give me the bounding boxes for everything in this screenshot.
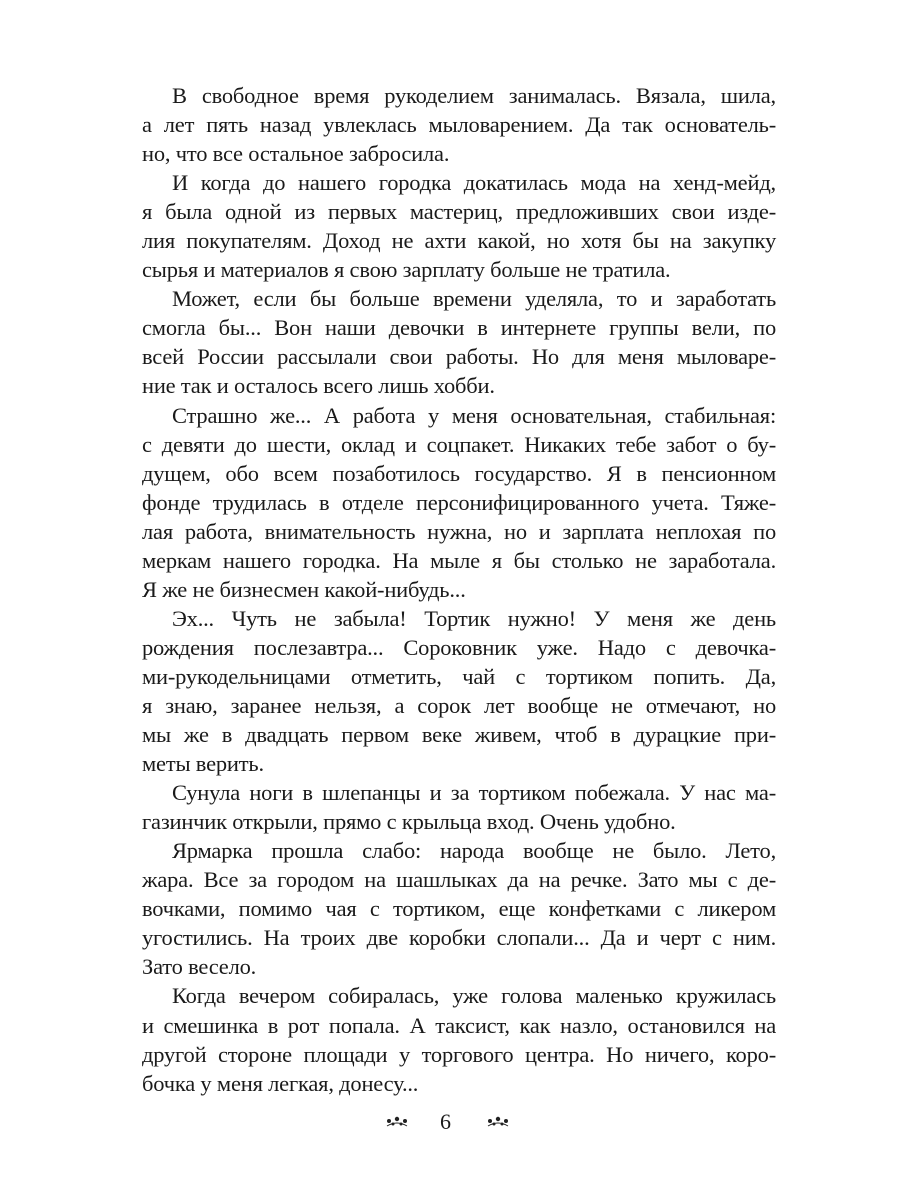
paragraph [142,604,776,778]
paragraph [142,836,776,981]
text-line: Сунула ноги в шлепанцы и за тортиком побежала. У нас ма- [172,780,776,806]
page-number: 6 [440,1109,451,1134]
text-line: а лет пять назад увлеклась мыловарением. Да так основатель- [142,112,776,138]
text-line: В свободное время рукоделием занималась. Вязала, шила, [172,83,776,108]
text-line: угостились. На троих две коробки слопали... Да и черт с ним. [142,925,776,951]
text-line: смогла бы... Вон наши девочки в интернете группы вели, по [142,315,776,341]
text-line: Эх... Чуть не забыла! Тортик нужно! У меня же день [172,605,776,631]
text-line: лая работа, внимательность нужна, но и зарплата неплохая по [142,518,776,544]
text-line: бочка у меня легкая, донесу... [142,1070,419,1096]
text-line: Я же не бизнесмен какой-нибудь... [142,576,466,602]
text-line: сырья и материалов я свою зарплату больше не тратила. [142,257,671,283]
text-line: рождения послезавтра... Сороковник уже. Надо с девочка- [142,634,776,660]
text-line: меты верить. [142,751,264,777]
text-line: я была одной из первых мастериц, предложивших свои изде- [142,199,776,225]
text-line: но, что все остальное забросила. [142,141,450,167]
text-line: с девяти до шести, оклад и соцпакет. Никаких тебе забот о бу- [142,431,776,457]
paragraph [142,981,776,1097]
text-line: жара. Все за городом на шашлыках да на речке. Зато мы с де- [142,867,776,893]
text-line: фонде трудилась в отделе персонифицированного учета. Тяже- [142,489,776,515]
text-line: всей России рассылали свои работы. Но для меня мыловаре- [142,344,776,370]
page-footer [0,1107,900,1137]
paragraph [142,81,776,168]
paragraph [142,284,776,400]
text-line: мы же в двадцать первом веке живем, чтоб в дурацкие при- [142,722,776,748]
text-line: ми-рукодельницами отметить, чай с тортиком попить. Да, [142,663,776,689]
text-line: я знаю, заранее нельзя, а сорок лет вообще не отмечают, но [142,692,776,718]
text-line: лия покупателям. Доход не ахти какой, но хотя бы на закупку [142,228,776,254]
floral-ornament-icon [385,1115,409,1129]
text-line: газинчик открыли, прямо с крыльца вход. Очень удобно. [142,809,676,835]
text-line: другой стороне площади у торгового центра. Но ничего, коро- [142,1041,776,1067]
text-line: И когда до нашего городка докатилась мода на хенд-мейд, [172,170,776,196]
paragraph [142,778,776,836]
text-line: Когда вечером собиралась, уже голова маленько кружилась [172,983,776,1009]
text-line: дущем, обо всем позаботилось государство. Я в пенсионном [142,460,776,486]
page-body [142,81,776,1098]
paragraph [142,401,776,604]
text-line: Может, если бы больше времени уделяла, то и заработать [172,286,776,312]
text-line: Ярмарка прошла слабо: народа вообще не было. Лето, [172,838,776,864]
text-line: и смешинка в рот попала. А таксист, как назло, остановился на [142,1012,776,1038]
floral-ornament-icon [486,1115,510,1129]
text-line: Страшно же... А работа у меня основательная, стабильная: [172,402,776,428]
text-line: меркам нашего городка. На мыле я бы столько не заработала. [142,547,776,573]
text-line: ние так и осталось всего лишь хобби. [142,373,495,399]
text-line: вочками, помимо чая с тортиком, еще конфетками с ликером [142,896,776,922]
paragraph [142,168,776,284]
text-line: Зато весело. [142,954,257,980]
